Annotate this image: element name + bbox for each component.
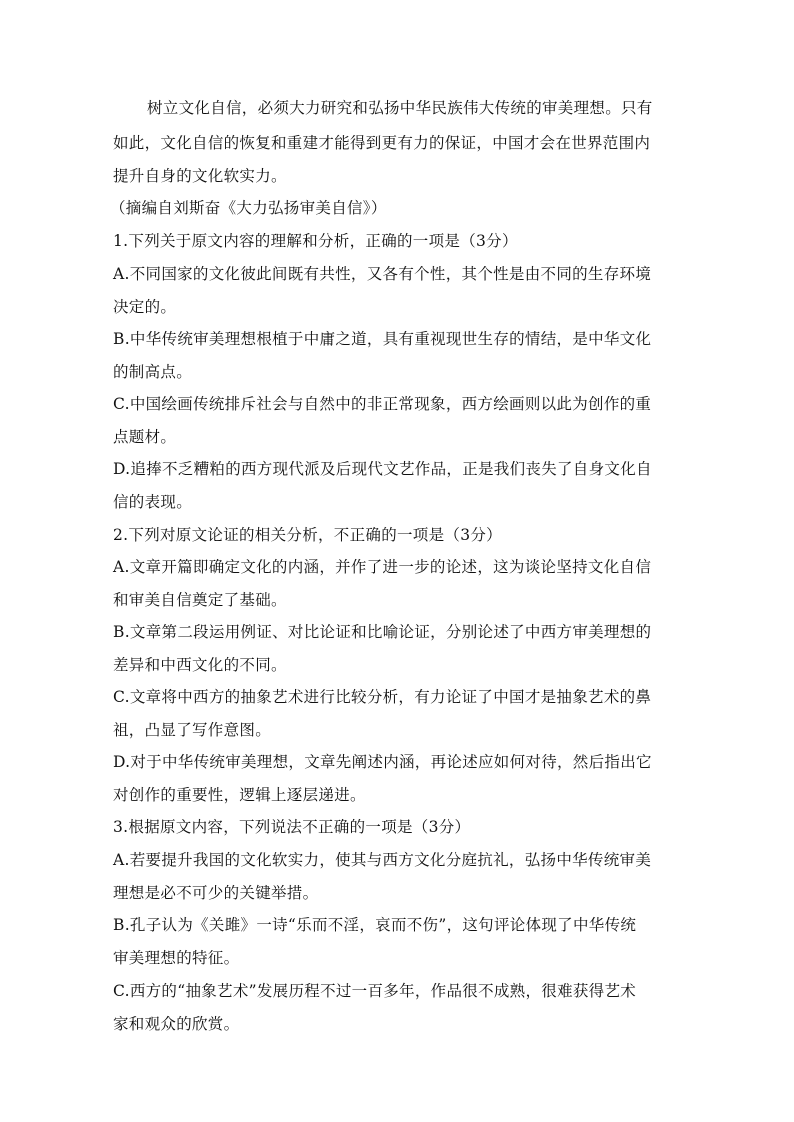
question-stem: 2.下列对原文论证的相关分析，不正确的一项是（3分） [113,526,502,544]
option-b: B.文章第二段运用例证、对比论证和比喻论证，分别论述了中西方审美理想的 [113,623,652,641]
option-c-cont: 点题材。 [113,428,177,446]
option-a-cont: 理想是必不可少的关键举措。 [113,884,319,902]
option-a: A.若要提升我国的文化软实力，使其与西方文化分庭抗礼，弘扬中华传统审美 [113,851,652,869]
option-c-cont: 祖，凸显了写作意图。 [113,721,272,739]
option-c: C.中国绘画传统排斥社会与自然中的非正常现象，西方绘画则以此为创作的重 [113,395,652,413]
option-c: C.西方的“抽象艺术”发展历程不过一百多年，作品很不成熟，很难获得艺术 [113,982,637,1000]
option-b-cont: 审美理想的特征。 [113,949,240,967]
passage-line: 如此，文化自信的恢复和重建才能得到更有力的保证，中国才会在世界范围内 [113,134,651,152]
passage-source: （摘编自刘斯奋《大力弘扬审美自信》） [110,199,387,217]
option-c: C.文章将中西方的抽象艺术进行比较分析，有力论证了中国才是抽象艺术的鼻 [113,688,652,706]
question-stem: 3.根据原文内容，下列说法不正确的一项是（3分） [113,818,471,836]
passage-line: 树立文化自信，必须大力研究和弘扬中华民族伟大传统的审美理想。只有 [147,99,653,117]
option-a-cont: 决定的。 [113,298,177,316]
option-d-cont: 信的表现。 [113,493,193,511]
option-b-cont: 的制高点。 [113,363,193,381]
option-c-cont: 家和观众的欣赏。 [113,1015,240,1033]
option-d: D.追捧不乏糟粕的西方现代派及后现代文艺作品，正是我们丧失了自身文化自 [113,460,652,478]
option-b-cont: 差异和中西文化的不同。 [113,656,287,674]
passage-line: 提升自身的文化软实力。 [113,167,287,185]
option-a: A.文章开篇即确定文化的内涵，并作了进一步的论述，这为谈论坚持文化自信 [113,558,652,576]
option-b: B.中华传统审美理想根植于中庸之道，具有重视现世生存的情结，是中华文化 [113,330,652,348]
option-a: A.不同国家的文化彼此间既有共性，又各有个性，其个性是由不同的生存环境 [113,265,652,283]
question-stem: 1.下列关于原文内容的理解和分析，正确的一项是（3分） [113,232,518,250]
option-b: B.孔子认为《关雎》一诗“乐而不淫，哀而不伤”，这句评论体现了中华传统 [113,916,637,934]
option-d-cont: 对创作的重要性，逻辑上逐层递进。 [113,786,366,804]
option-a-cont: 和审美自信奠定了基础。 [113,591,287,609]
option-d: D.对于中华传统审美理想，文章先阐述内涵，再论述应如何对待，然后指出它 [113,753,652,771]
